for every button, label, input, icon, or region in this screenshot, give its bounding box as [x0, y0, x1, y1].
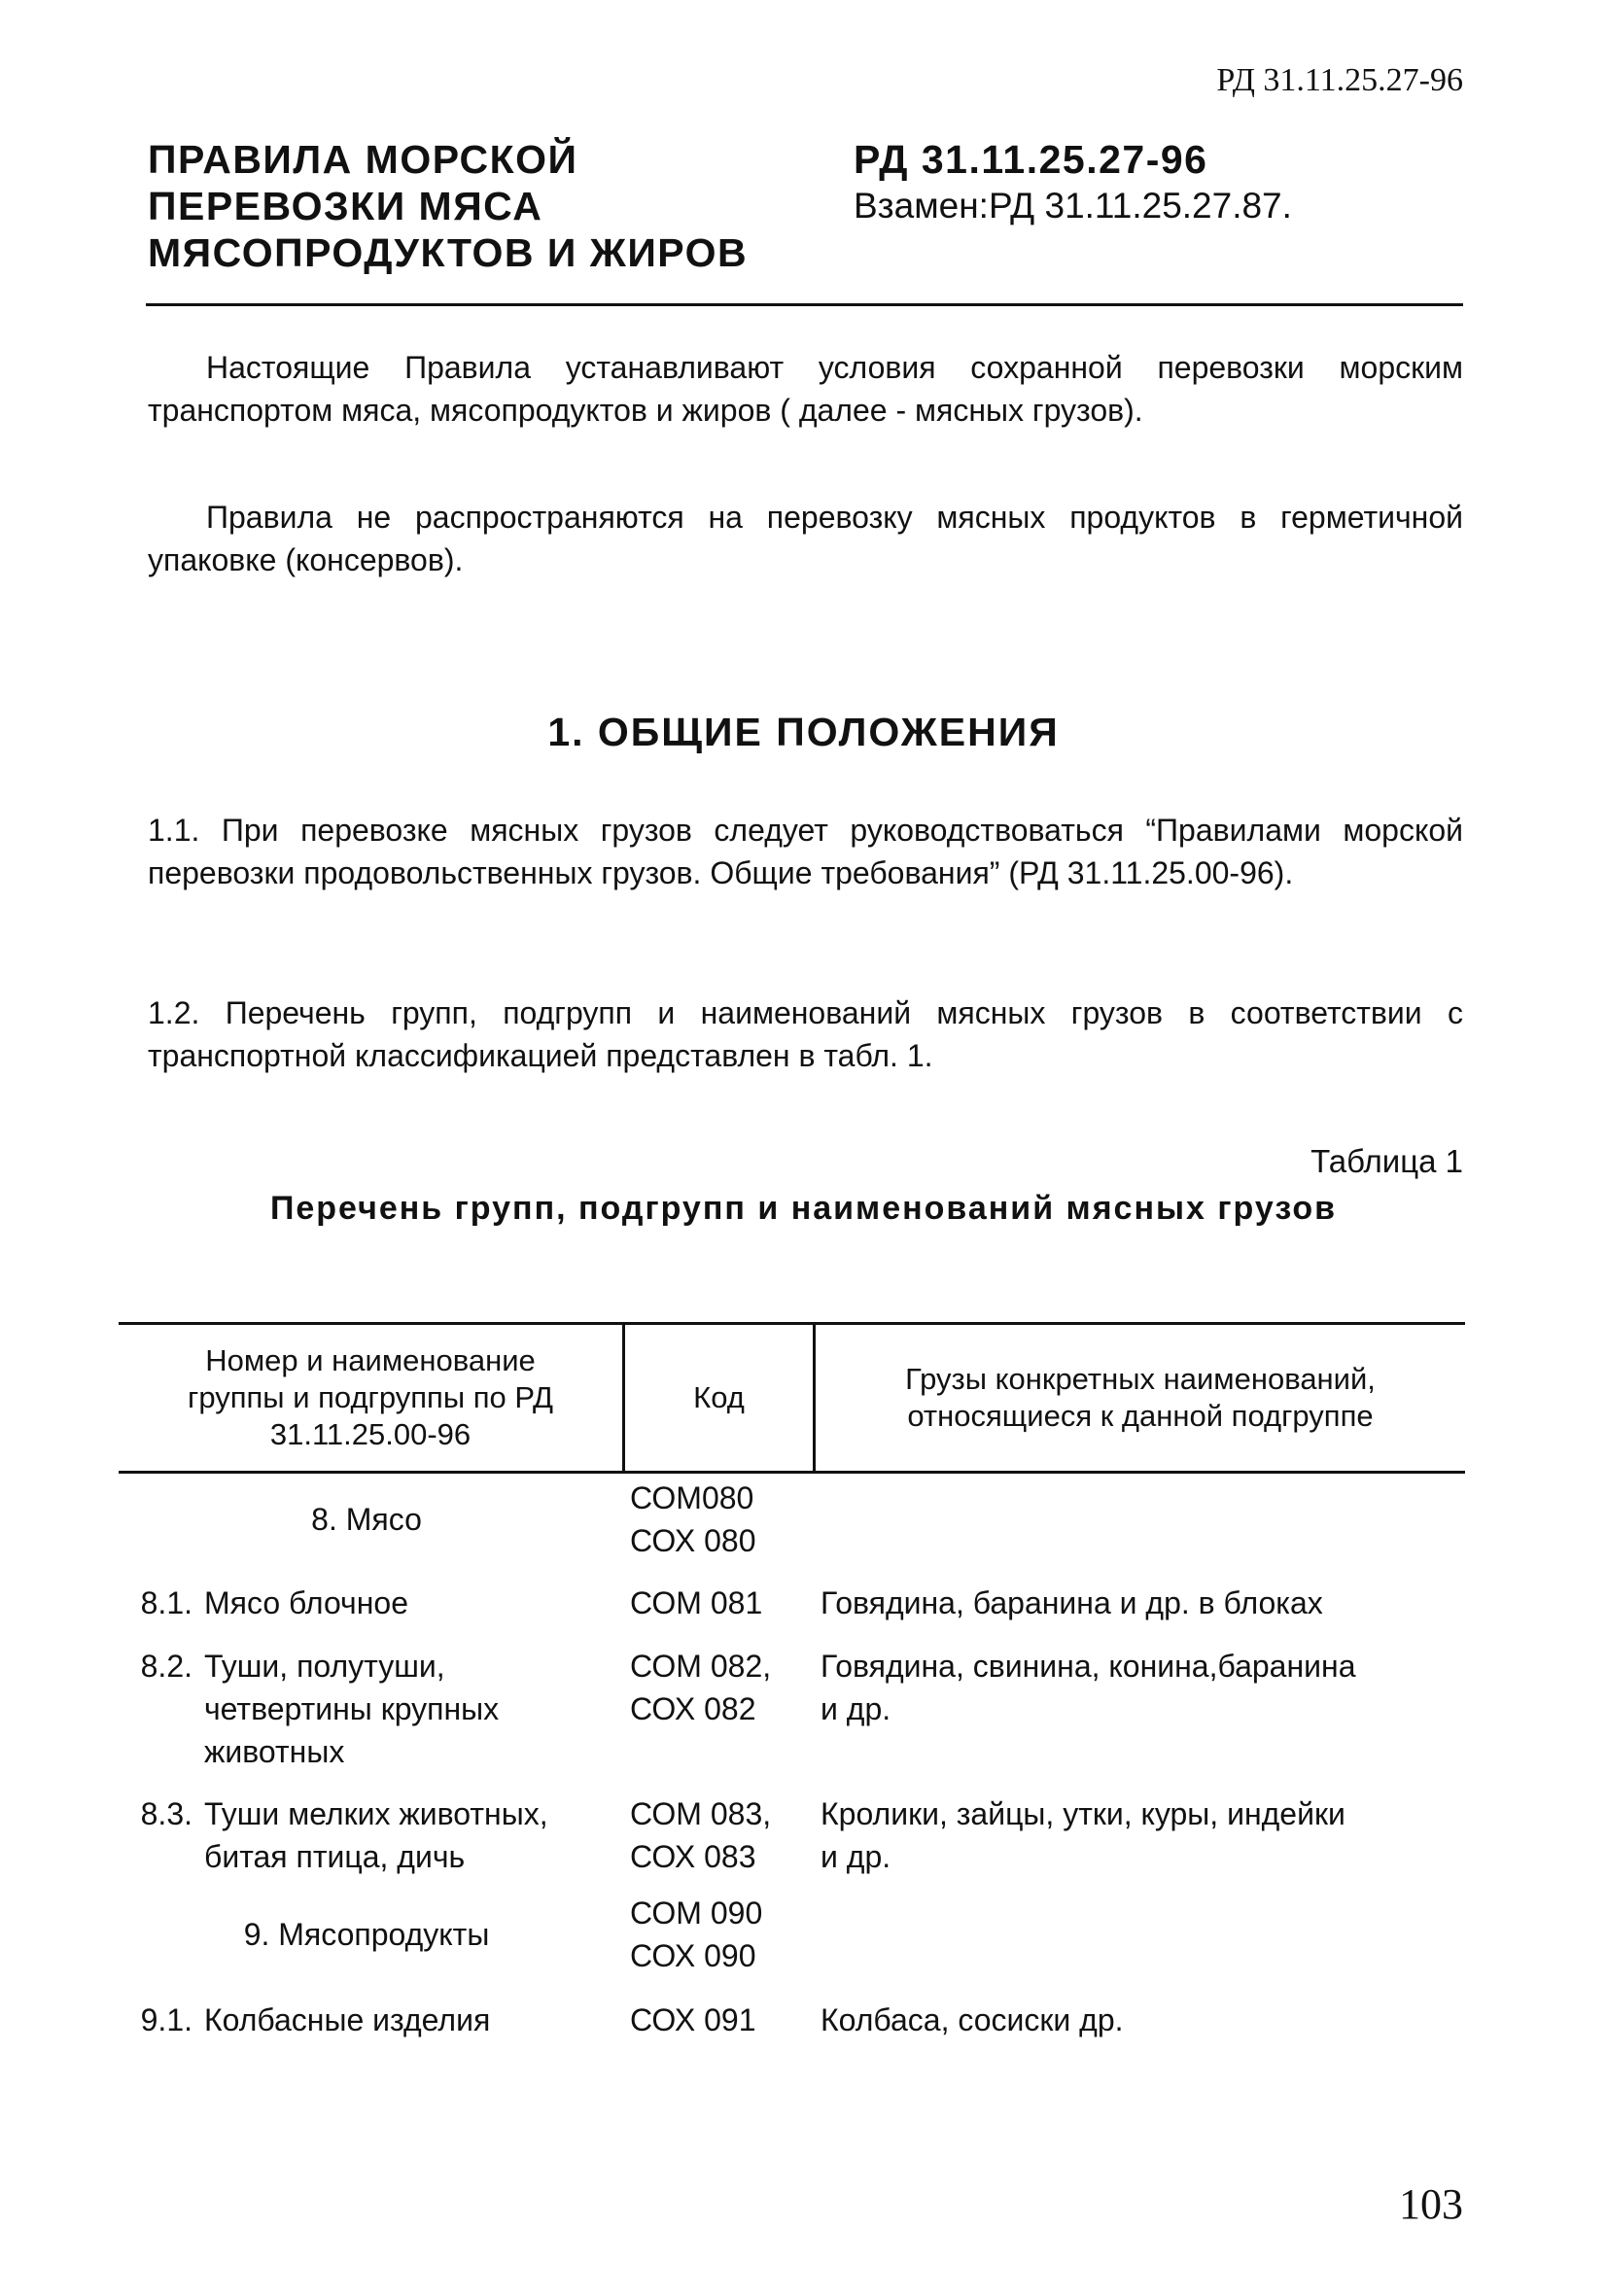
cargo-code	[630, 1582, 805, 1624]
code-line: СОМ 090	[630, 1896, 763, 1931]
subgroup-number: 8.2.	[140, 1649, 192, 1684]
subgroup-name	[119, 1582, 614, 1624]
title-line: ПЕРЕВОЗКИ МЯСА	[148, 184, 543, 228]
name-line: Туши мелких животных,	[204, 1796, 548, 1831]
name-line: Мясо блочное	[204, 1585, 408, 1620]
clause-paragraph: 1.1. При перевозке мясных грузов следует руководствоваться “Правилами морской перевозки продовольственных грузов. Общие требования” (РД 31.11.25.00-96).	[148, 813, 1463, 890]
code-line: СОМ 081	[630, 1585, 763, 1620]
group-name: 8. Мясо	[311, 1502, 422, 1537]
code-line: СОМ 082,	[630, 1649, 772, 1684]
section-heading: 1. ОБЩИЕ ПОЛОЖЕНИЯ	[547, 710, 1060, 754]
cargo-description	[821, 1582, 1462, 1624]
intro-paragraph: Настоящие Правила устанавливают условия сохранной перевозки морским транспортом мяса, мясопродуктов и жиров ( далее - мясных грузов).	[148, 350, 1463, 428]
subgroup-label	[204, 1792, 612, 1878]
clause-paragraph: 1.2. Перечень групп, подгрупп и наименований мясных грузов в соответствии с транспортной классификацией представлен в табл. 1.	[148, 995, 1463, 1073]
document-code: РД 31.11.25.27-96	[854, 137, 1208, 182]
header-cargo-names	[816, 1325, 1465, 1471]
subgroup-name	[119, 1645, 614, 1773]
table-caption: Таблица 1	[1310, 1143, 1463, 1179]
cargo-description	[821, 1792, 1462, 1878]
header-line: 31.11.25.00-96	[269, 1417, 472, 1451]
table-title: Перечень групп, подгрупп и наименований мясных грузов	[269, 1190, 1338, 1227]
cargo-description	[821, 1999, 1462, 2041]
cargo-code	[630, 1999, 805, 2041]
name-line: битая птица, дичь	[204, 1839, 466, 1874]
intro-paragraph: Правила не распространяются на перевозку мясных продуктов в герметичной упаковке (консервов).	[148, 500, 1463, 577]
document-code-block	[854, 136, 1292, 229]
group-name: 9. Мясопродукты	[243, 1917, 490, 1952]
subgroup-name	[119, 1792, 614, 1878]
desc-line: Говядина, баранина и др. в блоках	[821, 1585, 1323, 1620]
cargo-code	[630, 1645, 805, 1730]
desc-line: Колбаса, сосиски др.	[821, 2002, 1124, 2037]
code-line: СОМ 083,	[630, 1796, 772, 1831]
desc-line: Говядина, свинина, конина,баранина	[821, 1649, 1356, 1684]
cargo-table	[119, 1322, 1465, 2037]
title-line: ПРАВИЛА МОРСКОЙ	[148, 137, 578, 182]
subgroup-number: 8.1.	[140, 1585, 192, 1620]
header-line: Грузы конкретных наименований,	[905, 1362, 1376, 1396]
name-line: Туши, полутуши,	[204, 1649, 445, 1684]
name-line: четвертины крупных	[204, 1691, 500, 1726]
title-divider	[146, 303, 1463, 306]
document-title-block	[148, 136, 1463, 301]
subgroup-label	[204, 1645, 612, 1773]
code-line: СОХ 091	[630, 2002, 756, 2037]
subgroup-label	[204, 1582, 612, 1624]
page-number: 103	[1399, 2180, 1463, 2228]
cargo-code	[630, 1892, 805, 1977]
subgroup-label	[204, 1999, 612, 2041]
table-header	[119, 1322, 1465, 1474]
code-line: СОХ 080	[630, 1523, 756, 1558]
header-code: Код	[693, 1380, 745, 1414]
header-group-name	[119, 1325, 622, 1471]
cargo-code	[630, 1792, 805, 1878]
subgroup-name	[119, 1999, 614, 2041]
name-line: Колбасные изделия	[204, 2002, 491, 2037]
name-line: животных	[204, 1734, 345, 1769]
desc-line: и др.	[821, 1691, 891, 1726]
header-line: Номер и наименование	[205, 1343, 536, 1377]
subgroup-number: 9.1.	[140, 2002, 192, 2037]
code-line: СОХ 082	[630, 1691, 756, 1726]
subgroup-number: 8.3.	[140, 1796, 192, 1831]
title-line: МЯСОПРОДУКТОВ И ЖИРОВ	[148, 230, 749, 275]
desc-line: Кролики, зайцы, утки, куры, индейки	[821, 1796, 1345, 1831]
running-header: РД 31.11.25.27-96	[1216, 62, 1463, 98]
desc-line: и др.	[821, 1839, 891, 1874]
header-line: группы и подгруппы по РД	[188, 1380, 553, 1414]
code-line: СОМ080	[630, 1480, 754, 1515]
code-line: СОХ 090	[630, 1938, 756, 1973]
cargo-code	[630, 1477, 805, 1562]
document-title	[148, 136, 748, 276]
cargo-description	[821, 1645, 1462, 1730]
replaces-note: Взамен:РД 31.11.25.27.87.	[854, 186, 1292, 226]
code-line: СОХ 083	[630, 1839, 756, 1874]
header-line: относящиеся к данной подгруппе	[907, 1399, 1374, 1433]
